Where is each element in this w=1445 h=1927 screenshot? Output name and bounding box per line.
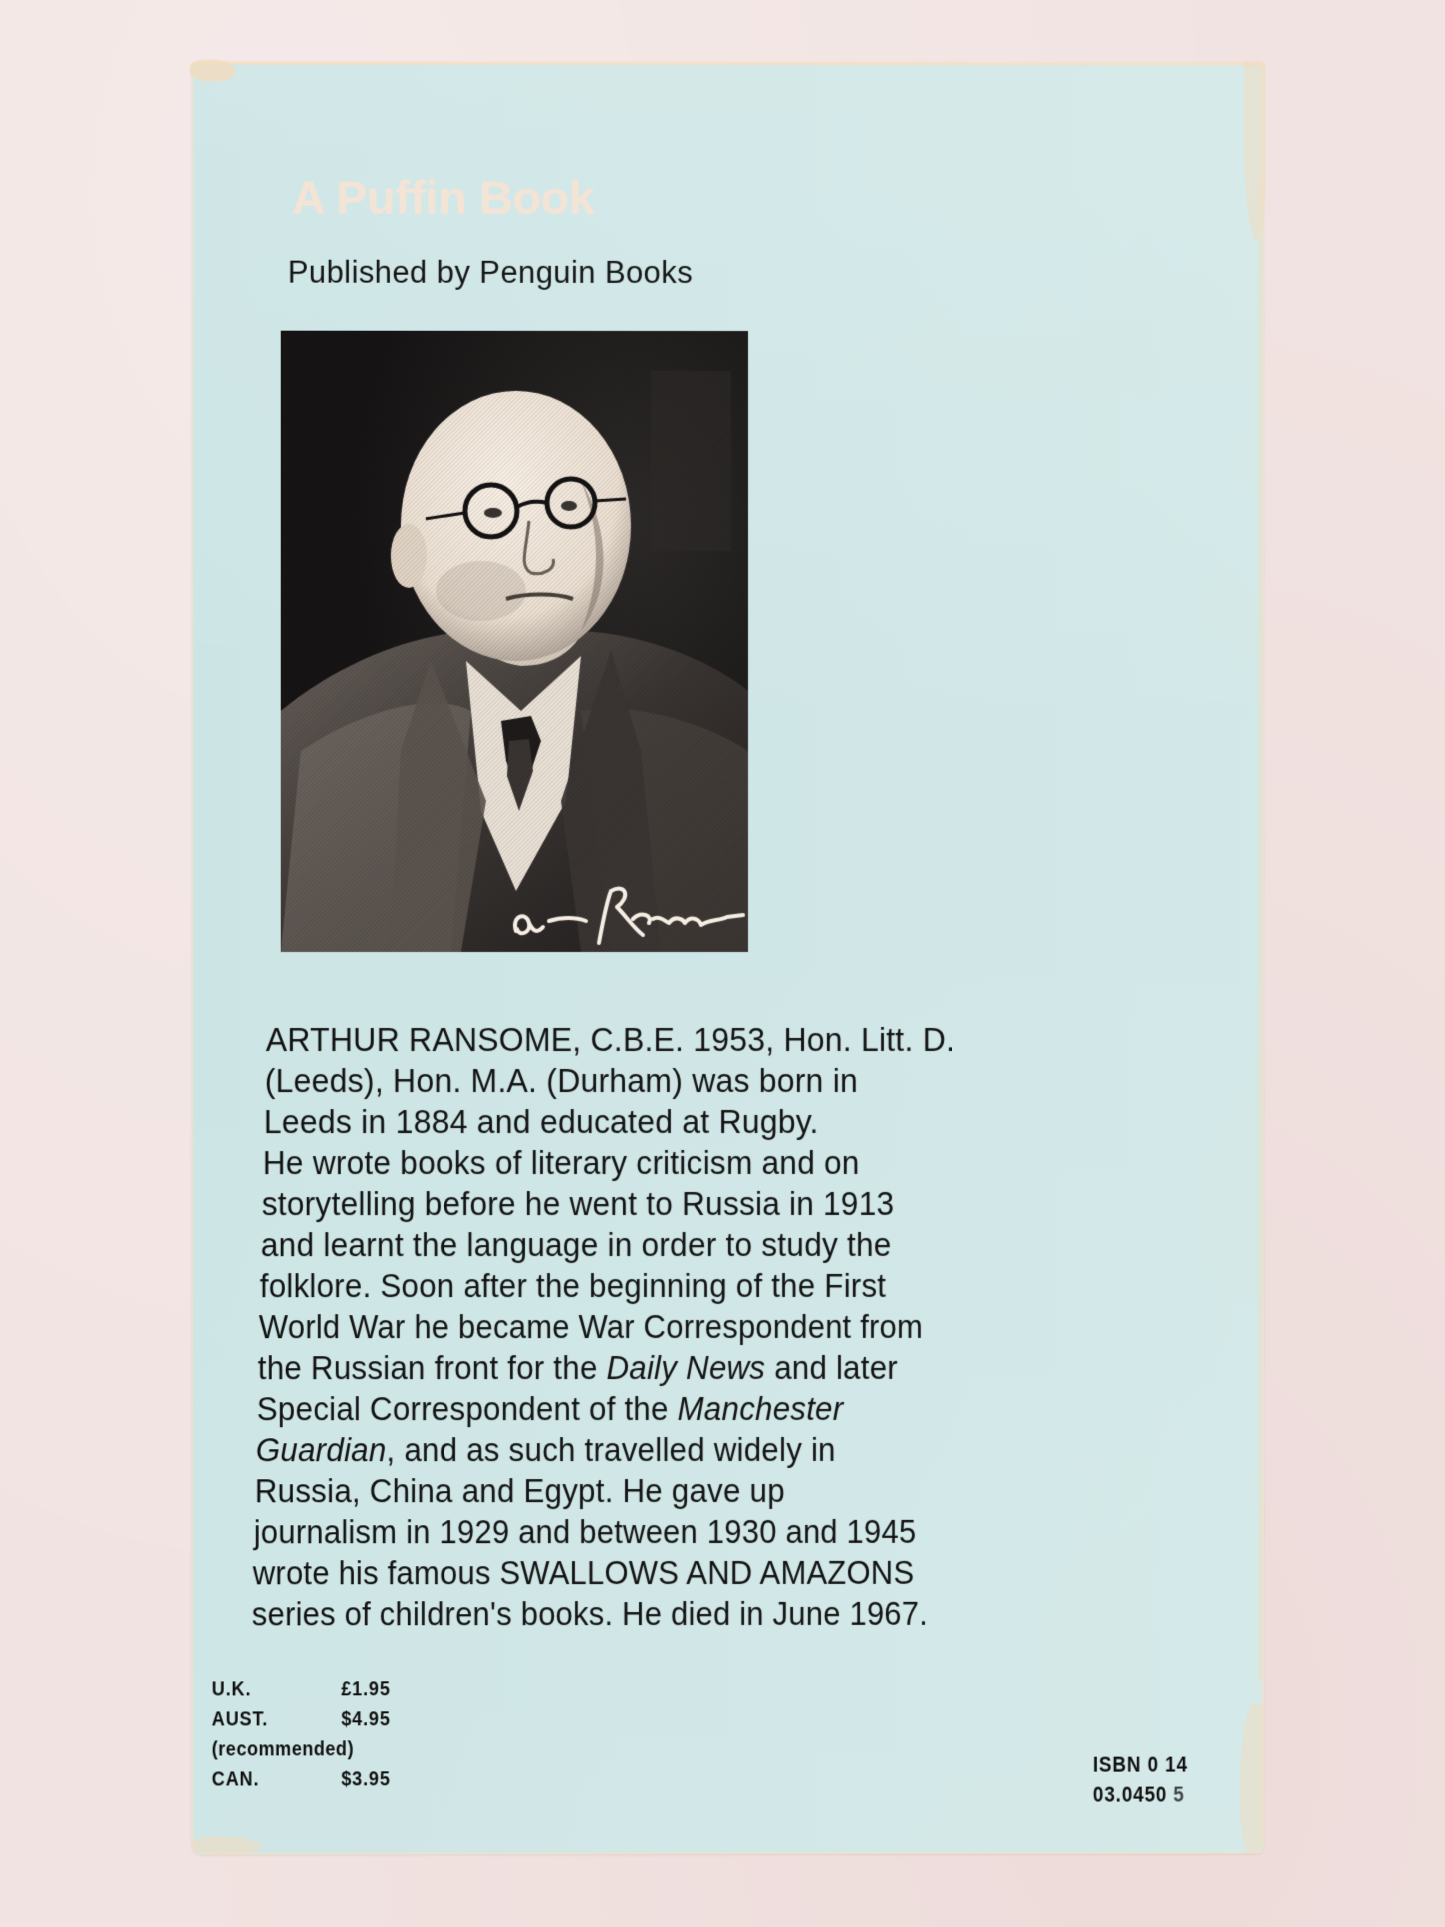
bio-line: and learnt the language in order to study the (260, 1226, 892, 1264)
bio-line: Russia, China and Egypt. He gave up (254, 1472, 785, 1510)
price-region: AUST. (211, 1707, 269, 1731)
bio-text: the Russian front for the (257, 1350, 607, 1387)
bio-line: storytelling before he went to Russia in 1913 (261, 1185, 895, 1223)
bio-line: journalism in 1929 and between 1930 and 1945 (253, 1513, 917, 1551)
bio-line: wrote his famous SWALLOWS AND AMAZONS (252, 1554, 915, 1592)
price-value: £1.95 (341, 1677, 391, 1701)
bio-line: series of children's books. He died in June 1967. (251, 1595, 929, 1633)
bio-line (258, 1348, 1107, 1389)
newspaper-title: Guardian (255, 1432, 387, 1469)
corner-wear (192, 1836, 262, 1854)
bio-line (256, 1430, 1105, 1471)
corner-wear (1240, 1704, 1264, 1854)
bio-line (257, 1389, 1106, 1430)
bio-line: ARTHUR RANSOME, C.B.E. 1953, Hon. Litt. D. (265, 1021, 955, 1059)
corner-wear (1244, 61, 1266, 241)
corner-wear (190, 59, 236, 81)
author-portrait-photo (281, 331, 748, 952)
bio-line: (Leeds), Hon. M.A. (Durham) was born in (264, 1062, 858, 1100)
price-row-can (212, 1764, 391, 1794)
portrait-illustration (281, 331, 748, 952)
isbn-number: 03.0450 (1092, 1781, 1168, 1807)
edge-wear (1258, 182, 1264, 1681)
bio-line: He wrote books of literary criticism and on (262, 1144, 860, 1182)
bio-line: World War he became War Correspondent from (258, 1308, 924, 1346)
bio-line: Leeds in 1884 and educated at Rugby. (263, 1103, 819, 1141)
bio-line: folklore. Soon after the beginning of the First (259, 1267, 887, 1305)
newspaper-title: Daily News (606, 1349, 766, 1387)
price-note: (recommended) (211, 1737, 355, 1761)
isbn-block (1093, 1750, 1188, 1810)
author-biography (251, 1020, 1146, 1635)
imprint-title: A Puffin Book (291, 170, 595, 224)
book-back-cover (192, 61, 1264, 1854)
isbn-line-1: ISBN 0 14 (1092, 1751, 1188, 1777)
publisher-line: Published by Penguin Books (287, 254, 694, 290)
bio-text: and later (765, 1349, 898, 1386)
isbn-check-digit: 5 (1173, 1781, 1185, 1807)
price-list (212, 1674, 391, 1794)
price-row-uk (212, 1674, 391, 1704)
price-row-aust (212, 1704, 391, 1734)
isbn-line-2 (1093, 1780, 1188, 1810)
newspaper-title: Manchester (677, 1390, 844, 1428)
price-region: CAN. (211, 1767, 260, 1791)
bio-text: Special Correspondent of the (256, 1391, 678, 1428)
price-value: $3.95 (341, 1767, 391, 1791)
price-region: U.K. (211, 1677, 252, 1701)
bio-text: , and as such travelled widely in (386, 1431, 836, 1469)
price-value: $4.95 (341, 1707, 391, 1731)
